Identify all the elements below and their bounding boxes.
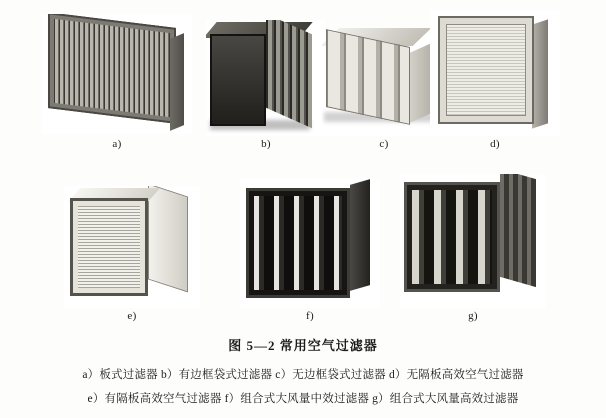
v-bank-hepa-vees <box>412 190 492 284</box>
framed-bag-filter-bags <box>266 20 312 128</box>
v-bank-medium-filter-photo <box>240 178 380 308</box>
figure-label-g: g) <box>468 310 478 322</box>
figure-title: 图 5—2 常用空气过滤器 <box>228 338 378 353</box>
panel-filter-side <box>170 33 184 131</box>
figure-row-top <box>0 14 606 164</box>
panel-filter-photo <box>42 14 192 134</box>
separator-hepa-side <box>148 186 188 292</box>
figure-item-f <box>240 178 380 328</box>
panel-filter-pleats <box>54 19 170 117</box>
v-bank-hepa-photo <box>400 174 546 308</box>
figure-label-e: e) <box>127 310 137 322</box>
figure-caption-line-2: e）有隔板高效空气过滤器 f）组合式大风量中效过滤器 g）组合式大风量高效过滤器 <box>87 393 519 405</box>
v-bank-hepa-side <box>500 174 536 287</box>
figure-row-bottom <box>0 178 606 328</box>
figure-item-c <box>322 28 446 164</box>
framed-bag-filter-front <box>210 34 266 126</box>
figure-item-a <box>42 14 192 164</box>
frameless-bag-filter-photo <box>322 28 446 136</box>
figure-item-d <box>430 10 560 164</box>
figure-item-g <box>400 174 546 328</box>
frameless-bag-filter-bags <box>326 29 410 125</box>
figure-label-f: f) <box>306 310 314 322</box>
mini-pleat-hepa-media <box>446 24 526 116</box>
mini-pleat-hepa-side <box>532 19 548 128</box>
figure-caption-line-1: a）板式过滤器 b）有边框袋式过滤器 c）无边框袋式过滤器 d）无隔板高效空气过滤器 <box>82 369 524 381</box>
v-bank-medium-side <box>350 179 370 291</box>
figure-label-d: d) <box>490 138 500 150</box>
figure-item-b <box>206 20 326 164</box>
separator-hepa-media <box>78 206 140 288</box>
figure-item-e <box>64 186 200 328</box>
figure-label-a: a) <box>112 138 122 150</box>
separator-hepa-photo <box>64 186 200 308</box>
figure-label-c: c) <box>379 138 389 150</box>
framed-bag-filter-photo <box>206 20 326 136</box>
v-bank-medium-vees <box>254 196 342 290</box>
mini-pleat-hepa-photo <box>430 10 560 136</box>
figure-label-b: b) <box>261 138 271 150</box>
